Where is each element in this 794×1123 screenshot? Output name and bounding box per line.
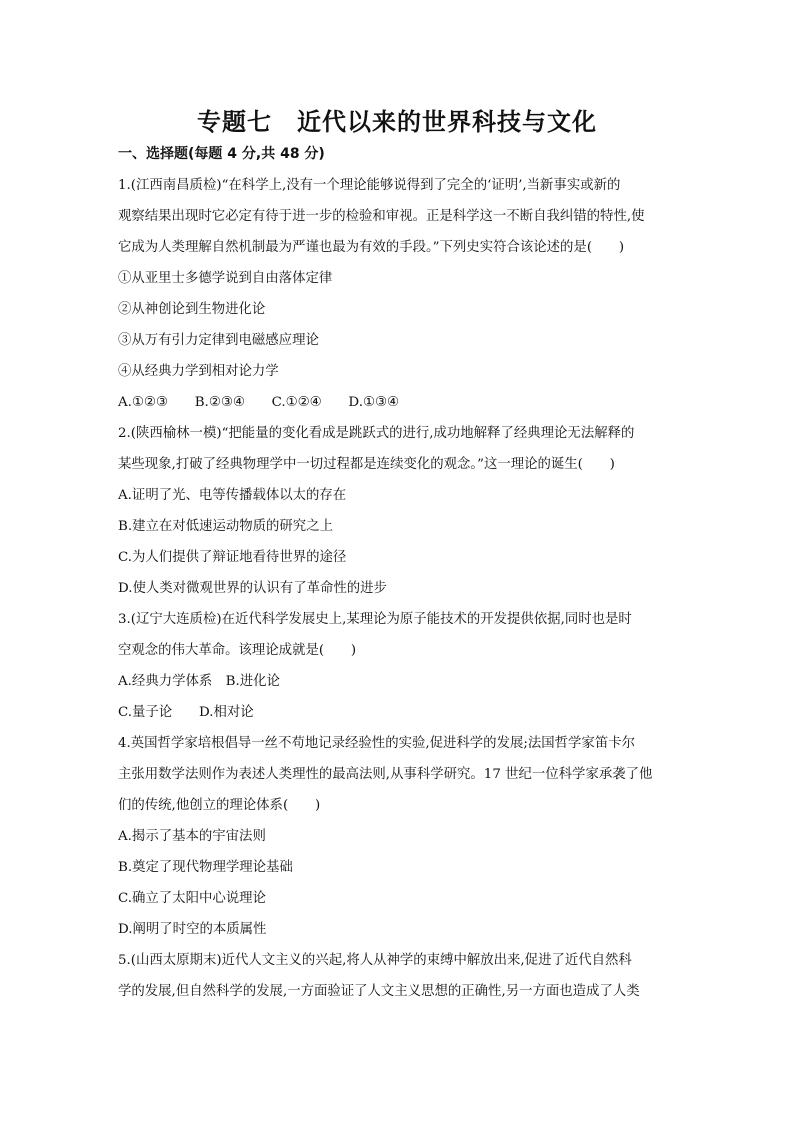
text-line: 们的传统,他创立的理论体系( ) [118, 798, 321, 813]
text-line: 主张用数学法则作为表述人类理性的最高法则,从事科学研究。17 世纪一位科学家承袭了他 [118, 767, 653, 782]
text-line: 空观念的伟大革命。该理论成就是( ) [118, 643, 357, 658]
text-line: ①从亚里士多德学说到自由落体定律 [118, 271, 333, 286]
section-heading: 一、选择题(每题 4 分,共 48 分) [118, 146, 325, 162]
text-line: 5.(山西太原期末)近代人文主义的兴起,将人从神学的束缚中解放出来,促进了近代自然科 [118, 953, 632, 968]
text-line: ③从万有引力定律到电磁感应理论 [118, 333, 319, 348]
text-line: 学的发展,但自然科学的发展,一方面验证了人文主义思想的正确性,另一方面也造成了人类 [118, 984, 640, 999]
text-line: A.经典力学体系 B.进化论 [118, 674, 280, 689]
text-line: A.①②③ B.②③④ C.①②④ D.①③④ [118, 395, 399, 410]
text-line: ②从神创论到生物进化论 [118, 302, 266, 317]
text-line: C.确立了太阳中心说理论 [118, 891, 266, 906]
text-line: 3.(辽宁大连质检)在近代科学发展史上,某理论为原子能技术的开发提供依据,同时也是时 [118, 612, 632, 627]
text-line: A.证明了光、电等传播载体以太的存在 [118, 488, 347, 503]
text-line: 2.(陕西榆林一模)“把能量的变化看成是跳跃式的进行,成功地解释了经典理论无法解释的 [118, 426, 635, 441]
text-line: ④从经典力学到相对论力学 [118, 364, 279, 379]
text-line: D.阐明了时空的本质属性 [118, 922, 267, 937]
question-content [118, 170, 678, 1007]
text-line: 1.(江西南昌质检)“在科学上,没有一个理论能够说得到了完全的‘证明’,当新事实或新的 [118, 178, 621, 193]
text-line: 某些现象,打破了经典物理学中一切过程都是连续变化的观念。”这一理论的诞生( ) [118, 457, 615, 472]
text-line: 它成为人类理解自然机制最为严谨也最为有效的手段。”下列史实符合该论述的是( ) [118, 240, 625, 255]
document-title: 专题七 近代以来的世界科技与文化 [197, 108, 597, 136]
text-line: 4.英国哲学家培根倡导一丝不苟地记录经验性的实验,促进科学的发展;法国哲学家笛卡尔 [118, 736, 635, 751]
text-line: B.奠定了现代物理学理论基础 [118, 860, 293, 875]
text-line: B.建立在对低速运动物质的研究之上 [118, 519, 333, 534]
text-line: C.为人们提供了辩证地看待世界的途径 [118, 550, 347, 565]
text-line: C.量子论 D.相对论 [118, 705, 254, 720]
text-line: D.使人类对微观世界的认识有了革命性的进步 [118, 581, 387, 596]
text-line: 观察结果出现时它必定有待于进一步的检验和审视。正是科学这一不断自我纠错的特性,使 [118, 209, 645, 224]
text-line: A.揭示了基本的宇宙法则 [118, 829, 266, 844]
